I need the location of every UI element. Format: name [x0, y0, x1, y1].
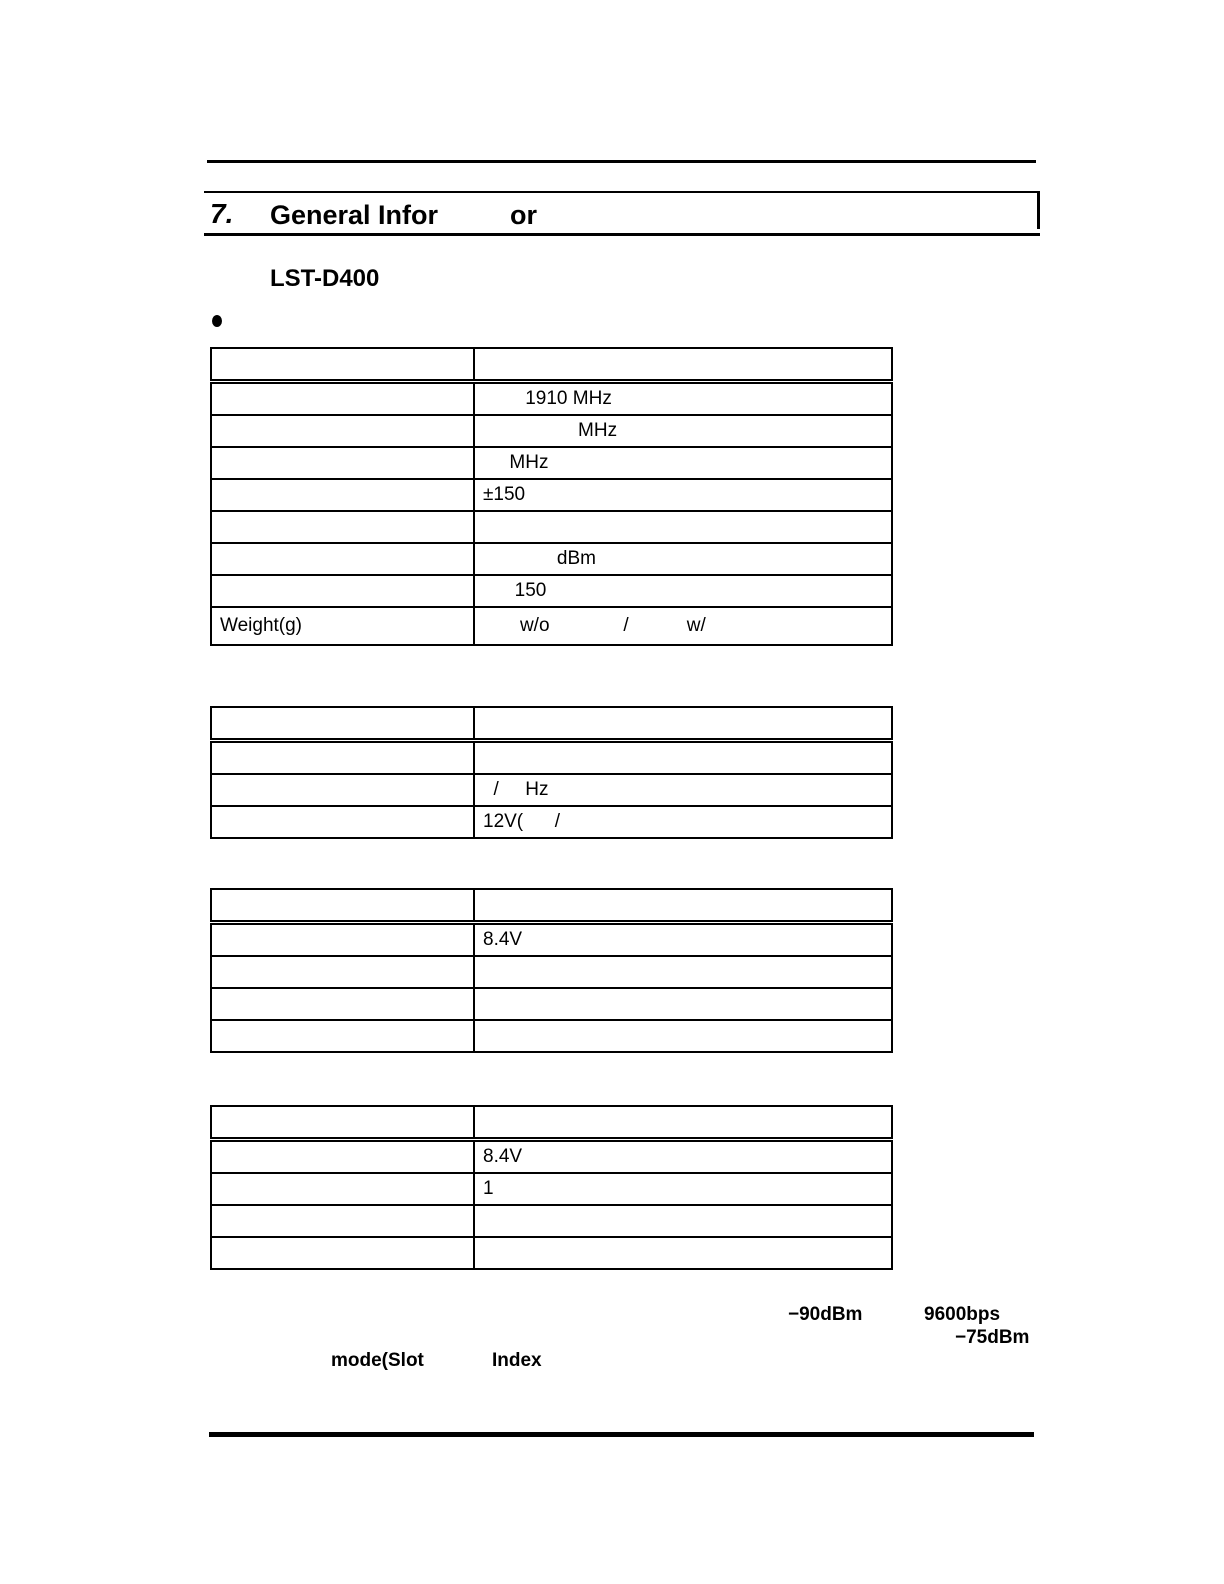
table-cell: [211, 923, 474, 957]
table-row: [211, 1205, 892, 1237]
bullet-icon: [212, 315, 222, 327]
table-cell: 12V( /: [474, 806, 892, 838]
table-row: [211, 774, 892, 806]
table-row: [211, 575, 892, 607]
table-cell: [211, 479, 474, 511]
table-row: [211, 889, 892, 923]
table-cell: [211, 1205, 474, 1237]
table-cell: 150: [474, 575, 892, 607]
note-index: Index: [492, 1350, 542, 1371]
top-rule: [207, 160, 1036, 163]
table-row: [211, 415, 892, 447]
spec-table-battery-standard: [210, 888, 893, 1053]
section-number: 7.: [210, 198, 234, 229]
table-cell: MHz: [474, 415, 892, 447]
table-row: [211, 543, 892, 575]
table-cell: ±150: [474, 479, 892, 511]
table-cell: [474, 1237, 892, 1269]
table-cell: [211, 1173, 474, 1205]
table-cell: [211, 382, 474, 416]
table-row: [211, 806, 892, 838]
table-cell: [211, 348, 474, 382]
table-cell: 8.4V: [474, 1140, 892, 1174]
table-cell: [211, 806, 474, 838]
table-cell: [211, 707, 474, 741]
table-cell: [211, 1020, 474, 1052]
table-row: [211, 447, 892, 479]
table-cell: [474, 988, 892, 1020]
table-row: [211, 741, 892, 775]
note-slot-mode: mode(Slot: [331, 1350, 424, 1371]
table-cell: [474, 707, 892, 741]
table-row: [211, 511, 892, 543]
table-cell: 1: [474, 1173, 892, 1205]
table-cell: [211, 543, 474, 575]
table-cell: MHz: [474, 447, 892, 479]
table-cell: [474, 741, 892, 775]
bottom-rule: [209, 1432, 1034, 1437]
title-rule-top: [204, 191, 1040, 193]
table-row: [211, 348, 892, 382]
note-sensitivity-dbm-2: −75dBm: [955, 1327, 1030, 1348]
table-cell: [211, 575, 474, 607]
table-cell: dBm: [474, 543, 892, 575]
spec-table-battery-extended: [210, 1105, 893, 1270]
title-rule-bottom: [204, 233, 1040, 236]
table-cell: [474, 956, 892, 988]
table-cell: [474, 1106, 892, 1140]
table-cell: 8.4V: [474, 923, 892, 957]
section-title: General Infor: [270, 200, 439, 230]
table-row: [211, 1140, 892, 1174]
table-cell: [211, 1106, 474, 1140]
table-row: [211, 1173, 892, 1205]
table-cell: [211, 956, 474, 988]
table-cell: [474, 1020, 892, 1052]
section-title-fragment: or: [510, 200, 537, 230]
table-row: [211, 707, 892, 741]
table-cell: w/o / w/: [474, 607, 892, 645]
title-rule-right: [1037, 191, 1040, 229]
table-row: [211, 923, 892, 957]
table-cell: [211, 741, 474, 775]
table-row: [211, 1106, 892, 1140]
table-row: [211, 1237, 892, 1269]
table-cell: [211, 774, 474, 806]
table-row: [211, 479, 892, 511]
table-cell: [211, 988, 474, 1020]
note-bitrate: 9600bps: [924, 1304, 1001, 1325]
table-cell: / Hz: [474, 774, 892, 806]
table-cell: [211, 889, 474, 923]
table-cell: [211, 1140, 474, 1174]
table-cell-weight-label: Weight(g): [211, 607, 474, 645]
table-row: [211, 382, 892, 416]
table-cell: 1910 MHz: [474, 382, 892, 416]
table-cell: [474, 348, 892, 382]
spec-table-general: [210, 347, 893, 646]
table-cell: [211, 1237, 474, 1269]
table-cell: [474, 1205, 892, 1237]
table-row: [211, 988, 892, 1020]
table-row: [211, 1020, 892, 1052]
spec-table-charger: [210, 706, 893, 839]
table-cell: [474, 511, 892, 543]
table-cell: [211, 415, 474, 447]
table-row: [211, 607, 892, 645]
table-row: [211, 956, 892, 988]
note-sensitivity-dbm: −90dBm: [788, 1304, 863, 1325]
model-name: LST-D400: [270, 265, 380, 292]
table-cell: [474, 889, 892, 923]
table-cell: [211, 511, 474, 543]
table-cell: [211, 447, 474, 479]
